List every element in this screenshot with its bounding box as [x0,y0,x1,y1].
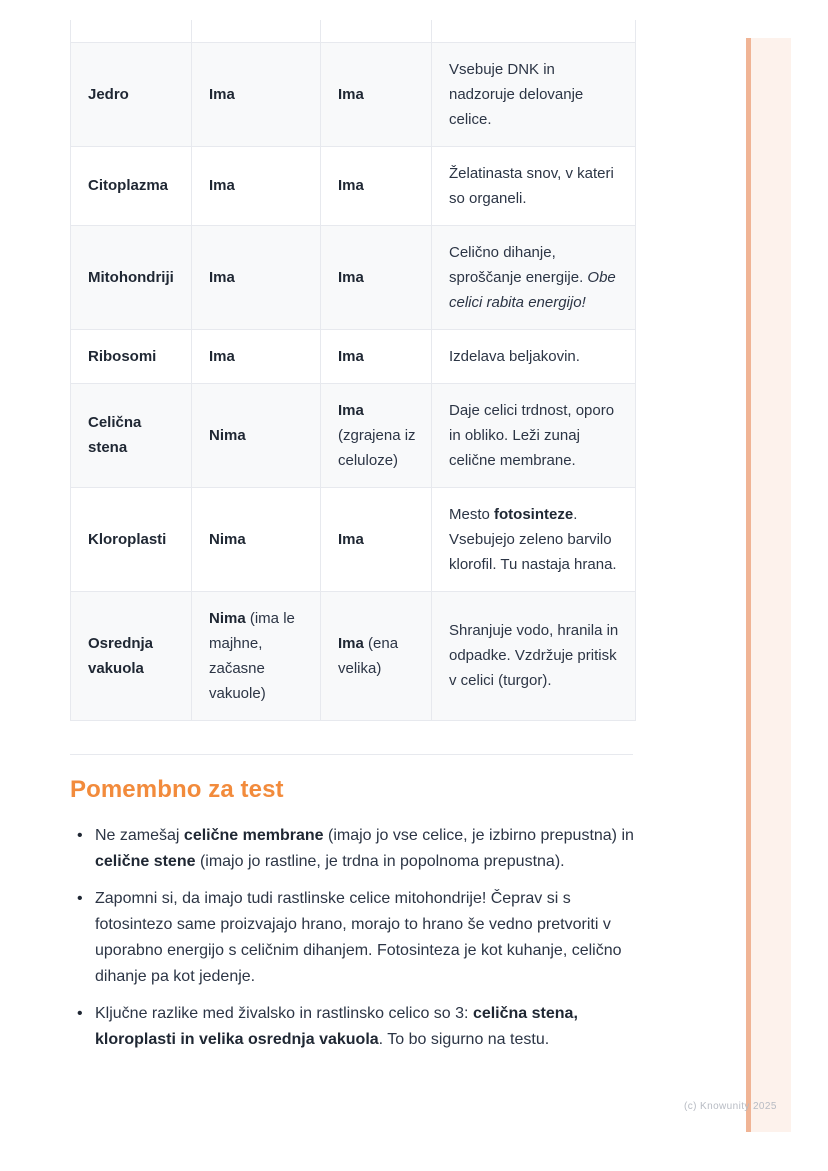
text-segment: Ima [209,347,235,365]
section-title: Pomembno za test [70,775,284,803]
text-segment: Ima [338,347,364,365]
bullet-item [70,886,635,990]
text-segment: Želatinasta snov, v kateri so organeli. [449,164,614,207]
text-segment: celične stene [95,852,196,870]
text-segment: Ključne razlike med živalsko in rastlinsko celico so 3: [95,1004,473,1022]
text-segment: (imajo jo rastline, je trdna in popolnoma prepustna). [195,852,565,870]
animal-cell [192,42,321,146]
description-cell [432,146,636,225]
text-segment: Ne zamešaj [95,826,184,844]
organelle-cell: Mitohondriji [71,225,192,329]
organelle-cell: Osrednja vakuola [71,591,192,720]
description-cell [432,42,636,146]
bullet-marker-icon: • [77,1004,83,1022]
plant-cell [321,591,432,720]
animal-cell [192,329,321,383]
table-row [71,383,636,487]
text-segment: Vsebuje DNK in nadzoruje delovanje celice. [449,60,584,128]
table-row [71,146,636,225]
text-segment: Shranjuje vodo, hranila in odpadke. Vzdržuje pritisk v celici (turgor). [449,622,619,689]
description-cell [432,383,636,487]
description-cell [432,591,636,720]
organelle-table [70,20,636,721]
text-segment: Ima [338,268,364,286]
important-list [70,823,635,1053]
text-segment: Zapomni si, da imajo tudi rastlinske celice mitohondrije! Čeprav si s fotosintezo same proizvajajo hrano, morajo to hrano še vedno pretvoriti v uporabno energijo s celičnim dihanjem. Fotosinteza je kot kuhanje, celično dihanje pa kot jedenje. [95,889,622,985]
organelle-cell: Jedro [71,42,192,146]
text-segment: Izdelava beljakovin. [449,347,580,365]
animal-cell [192,487,321,591]
table-row [71,591,636,720]
text-segment: Nima [209,530,246,548]
text-segment: Ima [338,177,364,194]
animal-cell [192,225,321,329]
section-divider [70,754,633,755]
text-segment: (imajo jo vse celice, je izbirno prepustna) in [323,826,634,844]
table-row [71,225,636,329]
text-segment: Ima [338,634,364,652]
text-segment: Obe celici rabita energijo! [449,268,616,311]
page-content [70,20,635,1064]
text-segment: Ima [338,401,364,419]
organelle-table-body [71,20,636,720]
plant-cell [321,329,432,383]
organelle-cell: Ribosomi [71,329,192,383]
text-segment: . To bo sigurno na testu. [378,1030,550,1048]
animal-cell [192,146,321,225]
organelle-cell: Kloroplasti [71,487,192,591]
plant-cell [321,42,432,146]
text-segment: (zgrajena iz celuloze) [338,426,416,469]
text-segment: Ima [209,268,235,286]
text-segment: Celično dihanje, sproščanje energije. [449,243,588,286]
text-segment: Ima [209,177,235,194]
bullet-item [70,823,635,875]
text-segment: Ima [338,530,364,548]
text-segment: Nima [209,426,246,444]
copyright-text: (c) Knowunity 2025 [684,1101,777,1112]
text-segment: Daje celici trdnost, oporo in obliko. Leži zunaj celične membrane. [449,401,615,469]
text-segment: Ima [209,85,235,103]
bullet-item [70,1001,635,1053]
table-row [71,487,636,591]
text-segment: Nima [209,609,246,627]
plant-cell [321,383,432,487]
plant-cell [321,487,432,591]
organelle-cell: Citoplazma [71,146,192,225]
plant-cell [321,20,432,42]
organelle-cell [71,20,192,42]
animal-cell [192,591,321,720]
text-segment: fotosinteze [494,505,574,523]
animal-cell [192,383,321,487]
table-row [71,42,636,146]
animal-cell [192,20,321,42]
bullet-marker-icon: • [77,889,83,907]
organelle-cell: Celična stena [71,383,192,487]
text-segment: (ena velika) [338,634,399,677]
text-segment: celične membrane [183,826,324,844]
text-segment: celična stena, kloroplasti in velika osrednja vakuola [95,1004,578,1048]
accent-panel [751,38,791,1132]
description-cell [432,20,636,42]
table-row [71,329,636,383]
plant-cell [321,146,432,225]
description-cell [432,487,636,591]
text-segment: Mesto [449,505,495,523]
text-segment: . Vsebujejo zeleno barvilo klorofil. Tu nastaja hrana. [449,505,617,573]
text-segment: Ima [338,85,364,103]
bullet-marker-icon: • [77,826,83,844]
description-cell [432,329,636,383]
plant-cell [321,225,432,329]
text-segment: (ima le majhne, začasne vakuole) [209,609,295,702]
table-row-partial [71,20,636,42]
description-cell [432,225,636,329]
